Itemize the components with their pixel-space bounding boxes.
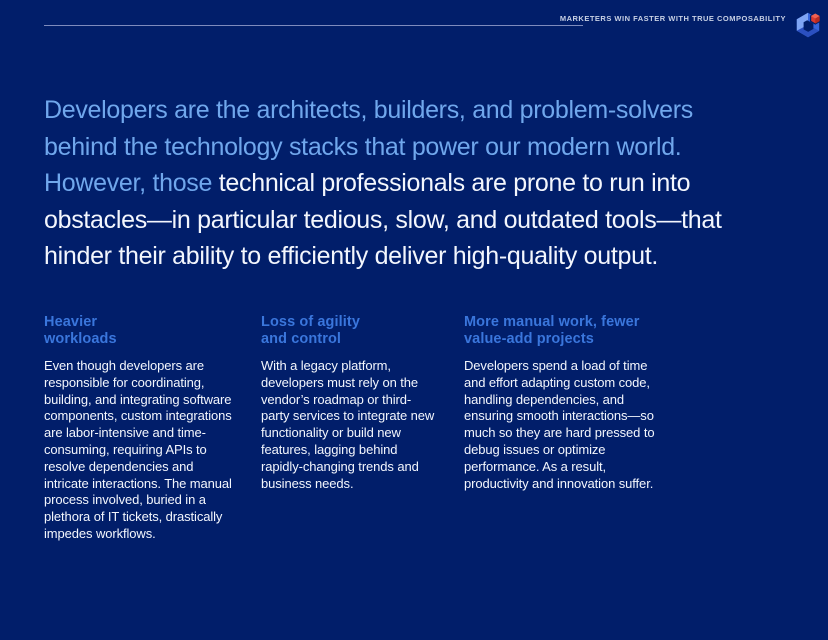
headline-line bbox=[44, 238, 722, 275]
headline-segment: However, those bbox=[44, 169, 219, 198]
headline-segment: Developers are the architects, builders, and problem-solvers bbox=[44, 96, 693, 124]
headline-segment: technical professionals are prone to run into bbox=[218, 169, 691, 198]
text-column bbox=[44, 314, 240, 543]
header-divider-line bbox=[44, 25, 583, 26]
headline-line bbox=[44, 92, 722, 129]
headline-segment: obstacles—in particular tedious, slow, and outdated tools—that bbox=[44, 205, 722, 234]
column-heading: Loss of agility and control bbox=[261, 314, 360, 347]
column-body: Even though developers are responsible for coordinating, building, and integrating software components, custom integrations are labor-intensive and time-consuming, requiring APIs to resolve dependencies and intricate interactions. The manual process involved, buried in a plethora of IT tickets, drastically impedes workflows. bbox=[44, 358, 232, 541]
text-column bbox=[464, 314, 668, 492]
headline-line bbox=[44, 165, 722, 202]
headline-segment: behind the technology stacks that power our modern world. bbox=[44, 132, 682, 161]
headline-segment: hinder their ability to efficiently deliver high-quality output. bbox=[44, 242, 659, 271]
headline-line bbox=[44, 129, 722, 166]
column-body: With a legacy platform, developers must rely on the vendor’s roadmap or third-party services to integrate new functionality or build new features, lagging behind rapidly-changing trends and business needs. bbox=[261, 358, 435, 491]
headline-line bbox=[44, 202, 722, 239]
column-heading: Heavier workloads bbox=[44, 314, 117, 347]
header-tagline: MARKETERS WIN FASTER WITH TRUE COMPOSABILITY bbox=[559, 14, 786, 23]
headline-paragraph bbox=[44, 92, 722, 275]
three-column-section bbox=[44, 314, 668, 543]
column-heading: More manual work, fewer value-add projects bbox=[464, 314, 640, 347]
column-body: Developers spend a load of time and effort adapting custom code, handling dependencies, and ensuring smooth interactions—so much so they are hard pressed to debug issues or optimize performance. As a result, productivity and innovation suffer. bbox=[464, 358, 655, 491]
text-column bbox=[261, 314, 437, 492]
brand-logo-icon bbox=[795, 12, 821, 38]
